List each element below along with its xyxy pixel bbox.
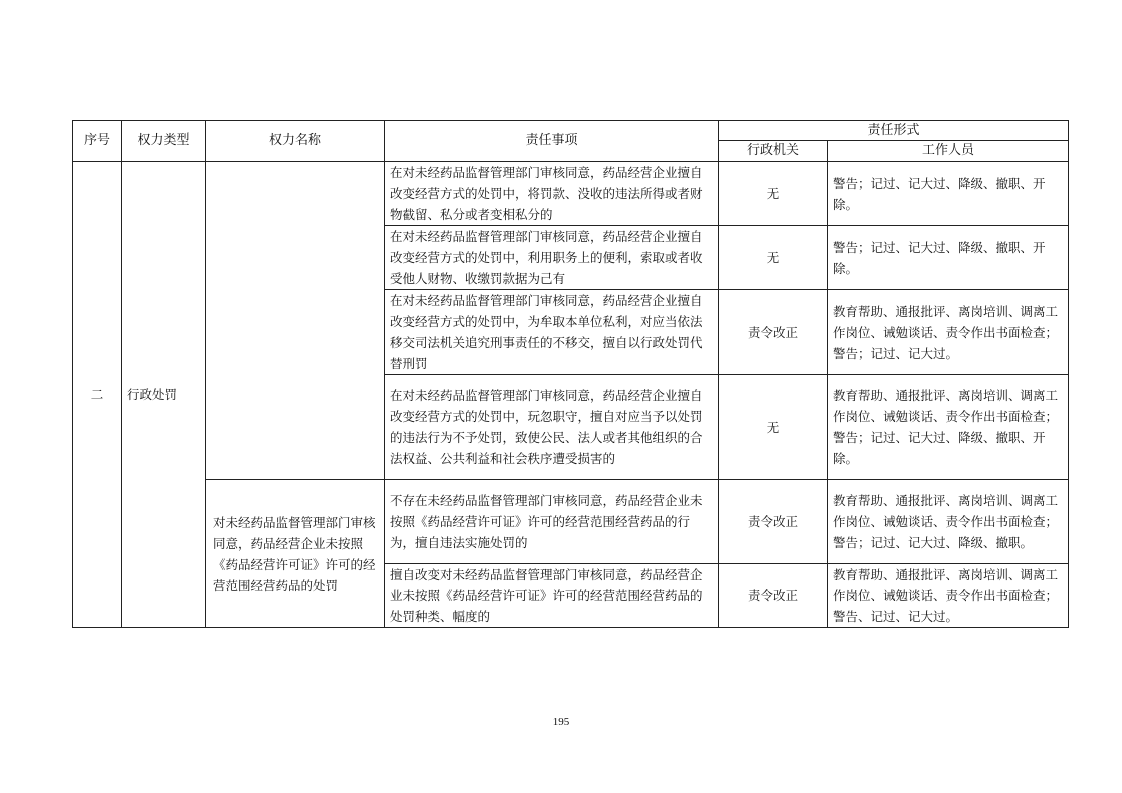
cell-power-name: 对未经药品监督管理部门审核同意，药品经营企业未按照《药品经营许可证》许可的经营范围经营药品的处罚 [206, 480, 385, 628]
cell-staff: 教育帮助、通报批评、离岗培训、调离工作岗位、诫勉谈话、责令作出书面检查；警告；记过、记大过。 [828, 290, 1069, 375]
cell-agency: 责令改正 [719, 290, 828, 375]
header-power-type: 权力类型 [122, 121, 206, 162]
cell-matter: 在对未经药品监督管理部门审核同意，药品经营企业擅自改变经营方式的处罚中，为牟取本单位私利，对应当依法移交司法机关追究刑事责任的不移交，擅自以行政处罚代替刑罚 [385, 290, 719, 375]
cell-staff: 警告；记过、记大过、降级、撤职、开除。 [828, 162, 1069, 226]
cell-matter: 不存在未经药品监督管理部门审核同意，药品经营企业未按照《药品经营许可证》许可的经营范围经营药品的行为，擅自违法实施处罚的 [385, 480, 719, 564]
cell-power-name-empty [206, 162, 385, 480]
cell-seq: 二 [73, 162, 122, 628]
cell-agency: 无 [719, 375, 828, 480]
cell-power-type: 行政处罚 [122, 162, 206, 628]
cell-matter: 在对未经药品监督管理部门审核同意，药品经营企业擅自改变经营方式的处罚中，玩忽职守，擅自对应当予以处罚的违法行为不予处罚，致使公民、法人或者其他组织的合法权益、公共利益和社会秩序遭受损害的 [385, 375, 719, 480]
header-agency: 行政机关 [719, 141, 828, 162]
cell-agency: 责令改正 [719, 480, 828, 564]
header-seq: 序号 [73, 121, 122, 162]
cell-matter: 擅自改变对未经药品监督管理部门审核同意，药品经营企业未按照《药品经营许可证》许可的经营范围经营药品的处罚种类、幅度的 [385, 564, 719, 628]
header-responsibility-matter: 责任事项 [385, 121, 719, 162]
table-row [73, 162, 1069, 226]
cell-agency: 无 [719, 162, 828, 226]
header-power-name: 权力名称 [206, 121, 385, 162]
cell-staff: 警告；记过、记大过、降级、撤职、开除。 [828, 226, 1069, 290]
cell-agency: 责令改正 [719, 564, 828, 628]
header-responsibility-form: 责任形式 [719, 121, 1069, 141]
table-row [73, 480, 1069, 564]
page-number: 195 [552, 716, 570, 728]
header-staff: 工作人员 [828, 141, 1069, 162]
cell-matter: 在对未经药品监督管理部门审核同意，药品经营企业擅自改变经营方式的处罚中，将罚款、没收的违法所得或者财物截留、私分或者变相私分的 [385, 162, 719, 226]
cell-staff: 教育帮助、通报批评、离岗培训、调离工作岗位、诫勉谈话、责令作出书面检查；警告；记过、记大过、降级、撤职、开除。 [828, 375, 1069, 480]
cell-staff: 教育帮助、通报批评、离岗培训、调离工作岗位、诫勉谈话、责令作出书面检查；警告；记过、记大过、降级、撤职。 [828, 480, 1069, 564]
cell-staff: 教育帮助、通报批评、离岗培训、调离工作岗位、诫勉谈话、责令作出书面检查；警告、记过、记大过。 [828, 564, 1069, 628]
cell-agency: 无 [719, 226, 828, 290]
cell-matter: 在对未经药品监督管理部门审核同意，药品经营企业擅自改变经营方式的处罚中，利用职务上的便利，索取或者收受他人财物、收缴罚款据为己有 [385, 226, 719, 290]
responsibility-table [72, 120, 1069, 628]
